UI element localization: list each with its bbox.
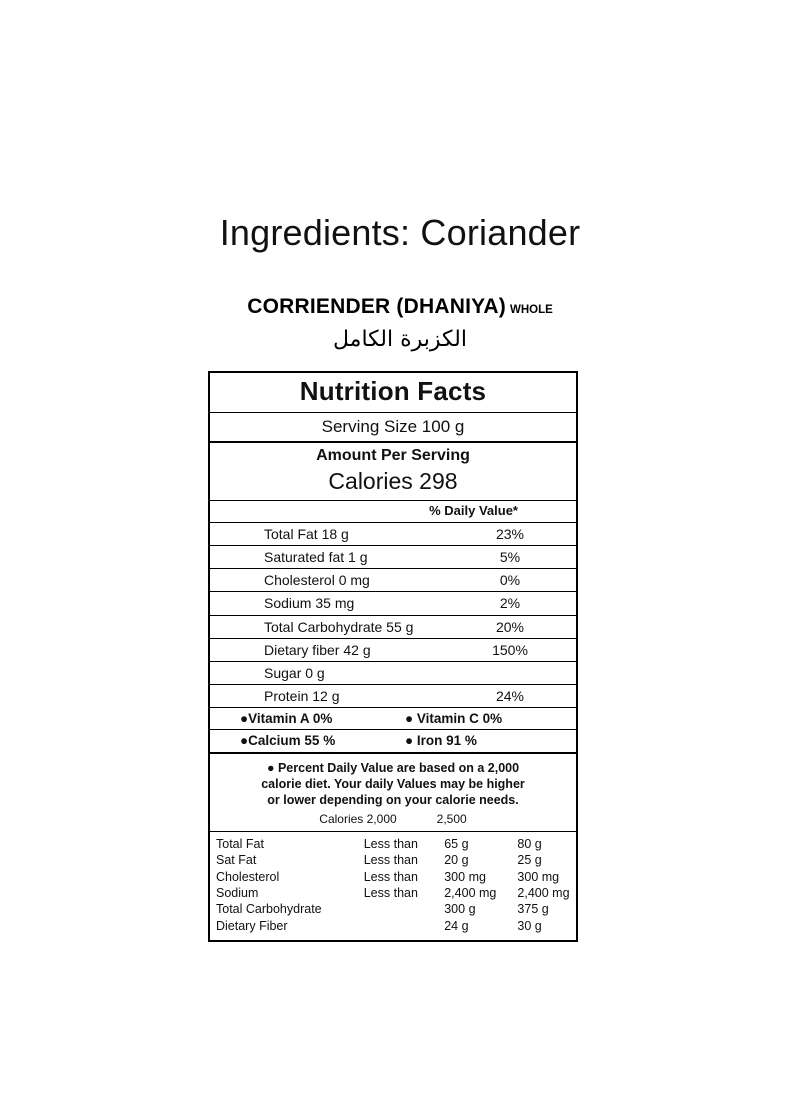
nutrient-dv: 0% — [499, 572, 521, 589]
nutrient-dv: 2% — [499, 595, 521, 612]
ref-nutrient: Sodium — [216, 885, 259, 900]
reference-table-wrap — [210, 832, 576, 940]
nutrient-row — [210, 523, 576, 546]
product-name-arabic: الكزبرة الكامل — [333, 327, 467, 352]
nutrient-label: Total Fat 18 g — [264, 526, 349, 543]
nutrient-row — [210, 592, 576, 615]
table-row — [210, 836, 576, 852]
ref-nutrient: Sat Fat — [216, 853, 257, 868]
product-qualifier: WHOLE — [509, 304, 553, 316]
ref-value-2000: 20 g — [444, 853, 469, 868]
ref-nutrient: Dietary Fiber — [216, 918, 288, 933]
nutrient-row — [210, 569, 576, 592]
footnote-line: or lower depending on your calorie needs. — [267, 792, 519, 807]
ref-value-2500: 2,400 mg — [517, 885, 570, 900]
nutrition-facts-panel — [208, 371, 578, 942]
table-row — [210, 852, 576, 868]
nutrient-label: Cholesterol 0 mg — [264, 572, 370, 589]
ref-nutrient: Total Carbohydrate — [216, 902, 322, 917]
nutrient-row — [210, 546, 576, 569]
nutrient-dv: 20% — [495, 618, 525, 635]
page-title: Ingredients: Coriander — [219, 212, 581, 253]
nutrient-label: Sodium 35 mg — [264, 595, 355, 612]
nutrient-dv: 150% — [492, 641, 528, 658]
ref-qualifier: Less than — [363, 869, 418, 884]
nutrition-facts-title: Nutrition Facts — [210, 373, 576, 413]
nutrient-row — [210, 685, 576, 708]
nutrient-label: Total Carbohydrate 55 g — [264, 618, 414, 635]
nutrient-row — [210, 616, 576, 639]
product-name: CORRIENDER (DHANIYA) — [247, 295, 506, 318]
mineral-row — [210, 730, 576, 754]
amount-per-serving-label: Amount Per Serving — [316, 447, 470, 465]
nutrient-label: Dietary fiber 42 g — [264, 641, 371, 658]
ref-value-2500: 80 g — [517, 836, 542, 851]
reference-table — [210, 836, 576, 934]
ref-nutrient: Total Fat — [216, 836, 264, 851]
nutrient-row — [210, 639, 576, 662]
ref-qualifier: Less than — [363, 836, 418, 851]
ref-value-2000: 300 g — [444, 902, 476, 917]
table-row — [210, 885, 576, 901]
nutrient-label: Protein 12 g — [264, 687, 340, 704]
product-heading — [0, 295, 800, 319]
calcium: ●Calcium 55 % — [240, 733, 336, 749]
ref-qualifier — [364, 901, 445, 917]
calories-value: Calories 298 — [210, 467, 576, 501]
ref-value-2000: 2,400 mg — [444, 885, 497, 900]
table-row — [210, 901, 576, 917]
table-row — [210, 918, 576, 934]
ref-value-2000: 300 mg — [444, 869, 486, 884]
vitamin-c: ● Vitamin C 0% — [405, 710, 503, 726]
calories-2000-label: Calories 2,000 — [319, 811, 397, 826]
ref-value-2500: 300 mg — [517, 869, 560, 884]
nutrient-label: Saturated fat 1 g — [264, 549, 368, 566]
table-row — [210, 869, 576, 885]
ref-qualifier — [364, 918, 445, 934]
daily-value-header: % Daily Value* — [210, 501, 576, 523]
ref-qualifier: Less than — [363, 853, 418, 868]
ref-qualifier: Less than — [363, 885, 418, 900]
iron: ● Iron 91 % — [405, 733, 477, 749]
nutrient-label: Sugar 0 g — [264, 664, 325, 681]
calorie-columns-header — [210, 810, 576, 832]
vitamin-row — [210, 708, 576, 731]
daily-value-footnote — [210, 754, 576, 810]
calories-2500-label: 2,500 — [436, 811, 467, 826]
ref-value-2500: 25 g — [517, 853, 542, 868]
footnote-line: calorie diet. Your daily Values may be higher — [261, 776, 525, 791]
nutrient-dv: 23% — [495, 526, 525, 543]
ref-value-2000: 65 g — [444, 836, 469, 851]
ref-value-2000: 24 g — [444, 918, 469, 933]
nutrient-row — [210, 662, 576, 685]
footnote-line: ● Percent Daily Value are based on a 2,000 — [266, 760, 520, 775]
ref-value-2500: 30 g — [517, 918, 542, 933]
serving-size: Serving Size 100 g — [210, 413, 576, 444]
ref-value-2500: 375 g — [517, 902, 549, 917]
nutrient-dv: 5% — [499, 549, 521, 566]
nutrient-dv: 24% — [495, 687, 525, 704]
ref-nutrient: Cholesterol — [216, 869, 280, 884]
vitamin-a: ●Vitamin A 0% — [240, 710, 333, 726]
